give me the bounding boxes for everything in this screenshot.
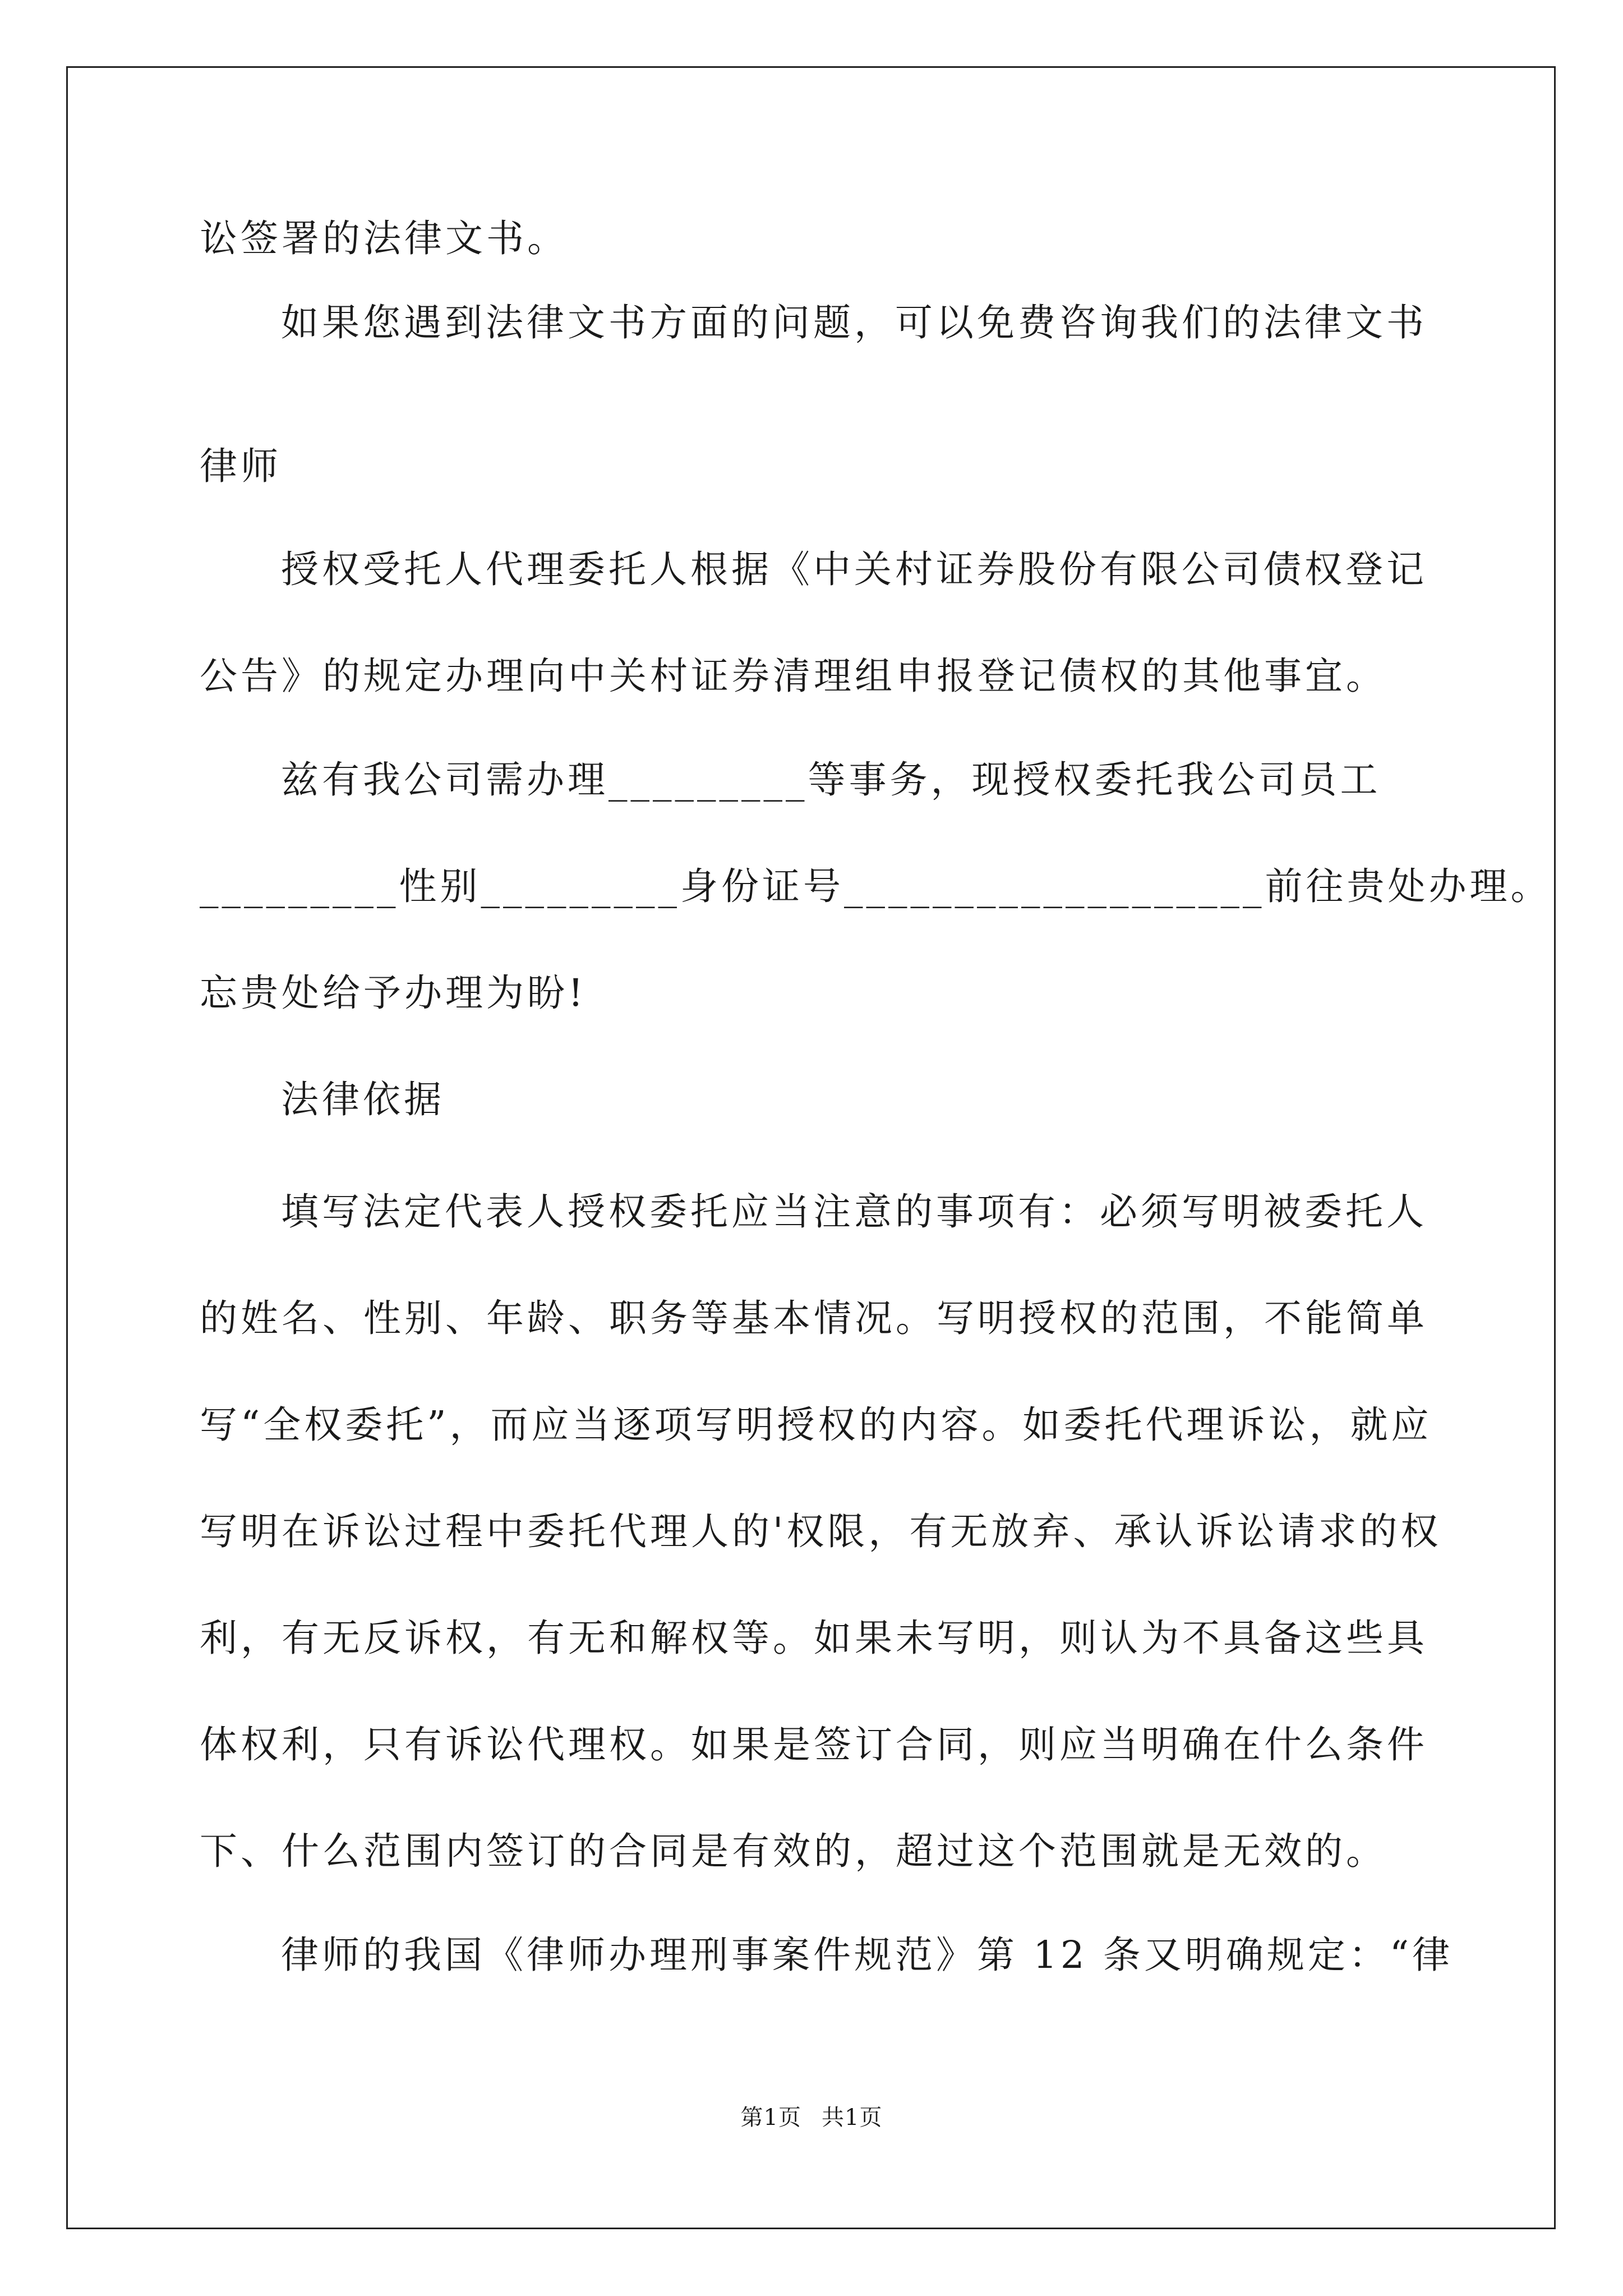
page-border — [66, 66, 1556, 2229]
page-number-total: 共1页 — [822, 2105, 883, 2131]
text-line: 利，有无反诉权，有无和解权等。如果未写明，则认为不具备这些具 — [200, 1616, 1428, 1660]
text-line: 写明在诉讼过程中委托代理人的'权限，有无放弃、承认诉讼请求的权 — [200, 1510, 1442, 1553]
text-line: 下、什么范围内签订的合同是有效的，超过这个范围就是无效的。 — [200, 1829, 1387, 1873]
text-line: 律师 — [200, 444, 282, 488]
text-line: 的姓名、性别、年龄、职务等基本情况。写明授权的范围，不能简单 — [200, 1296, 1428, 1340]
text-line: 写“全权委托”，而应当逐项写明授权的内容。如委托代理诉讼，就应 — [200, 1403, 1432, 1447]
text-line: _________性别_________身份证号___________________前往贵处办理。 — [200, 864, 1552, 908]
text-line: 忘贵处给予办理为盼! — [200, 971, 587, 1015]
text-line: 填写法定代表人授权委托应当注意的事项有：必须写明被委托人 — [281, 1190, 1427, 1234]
page-number-current: 第1页 — [740, 2105, 801, 2131]
text-line: 授权受托人代理委托人根据《中关村证券股份有限公司债权登记 — [281, 547, 1427, 591]
text-line: 律师的我国《律师办理刑事案件规范》第 12 条又明确规定：“律 — [281, 1933, 1454, 1977]
text-line: 如果您遇到法律文书方面的问题，可以免费咨询我们的法律文书 — [281, 301, 1427, 344]
text-line: 公告》的规定办理向中关村证券清理组申报登记债权的其他事宜。 — [200, 654, 1387, 698]
text-line: 兹有我公司需办理_________等事务，现授权委托我公司员工 — [281, 758, 1381, 802]
page-footer — [0, 2104, 1623, 2132]
section-heading: 法律依据 — [281, 1078, 445, 1121]
text-line: 体权利，只有诉讼代理权。如果是签订合同，则应当明确在什么条件 — [200, 1723, 1428, 1766]
text-line: 讼签署的法律文书。 — [200, 217, 568, 260]
